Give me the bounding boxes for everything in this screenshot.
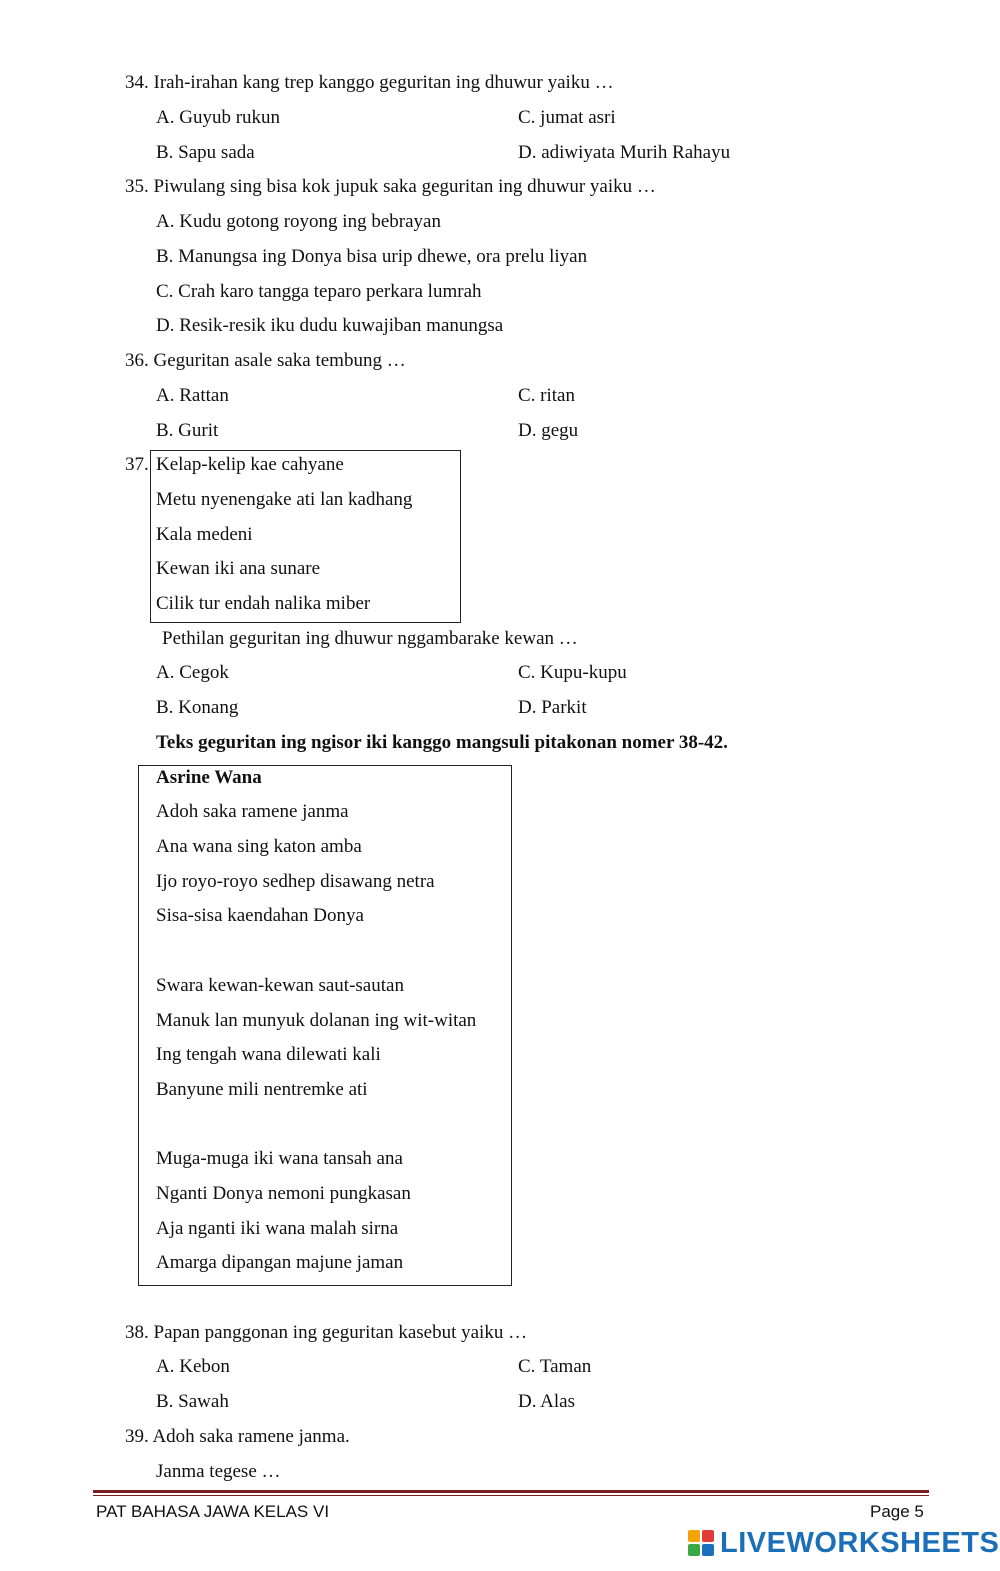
question-37-number: 37. — [125, 454, 149, 475]
option-37-b[interactable]: B. Konang — [156, 697, 239, 718]
poem-37-line: Kewan iki ana sunare — [156, 558, 321, 579]
option-35-c[interactable]: C. Crah karo tangga teparo perkara lumrah — [156, 281, 482, 302]
poem-37-line: Metu nyenengake ati lan kadhang — [156, 489, 413, 510]
passage-line: Adoh saka ramene janma — [156, 801, 349, 822]
page-number: Page 5 — [870, 1502, 924, 1521]
option-37-c[interactable]: C. Kupu-kupu — [518, 662, 627, 683]
passage-instruction: Teks geguritan ing ngisor iki kanggo mangsuli pitakonan nomer 38-42. — [156, 732, 728, 753]
option-36-a[interactable]: A. Rattan — [156, 385, 229, 406]
passage-line: Banyune mili nentremke ati — [156, 1079, 368, 1100]
passage-line: Amarga dipangan majune jaman — [156, 1252, 404, 1273]
footer-rule — [93, 1490, 929, 1493]
passage-line: Nganti Donya nemoni pungkasan — [156, 1183, 411, 1204]
option-34-c[interactable]: C. jumat asri — [518, 107, 616, 128]
footer-title: PAT BAHASA JAWA KELAS VI — [96, 1502, 330, 1521]
logo-text: LIVEWORKSHEETS — [720, 1526, 1000, 1559]
poem-37-line: Kelap-kelip kae cahyane — [156, 454, 344, 475]
question-39: 39. Adoh saka ramene janma. — [125, 1426, 350, 1447]
poem-37-line: Cilik tur endah nalika miber — [156, 593, 371, 614]
option-35-d[interactable]: D. Resik-resik iku dudu kuwajiban manungsa — [156, 315, 504, 336]
passage-line: Muga-muga iki wana tansah ana — [156, 1148, 403, 1169]
question-37: Pethilan geguritan ing dhuwur nggambarake kewan … — [162, 628, 578, 649]
passage-line: Swara kewan-kewan saut-sautan — [156, 975, 404, 996]
passage-line: Manuk lan munyuk dolanan ing wit-witan — [156, 1010, 477, 1031]
option-36-b[interactable]: B. Gurit — [156, 420, 219, 441]
question-39-sub: Janma tegese … — [156, 1461, 281, 1482]
question-35: 35. Piwulang sing bisa kok jupuk saka geguritan ing dhuwur yaiku … — [125, 176, 656, 197]
poem-37-line: Kala medeni — [156, 524, 253, 545]
option-34-a[interactable]: A. Guyub rukun — [156, 107, 281, 128]
passage-line: Ijo royo-royo sedhep disawang netra — [156, 871, 435, 892]
option-37-a[interactable]: A. Cegok — [156, 662, 229, 683]
question-36: 36. Geguritan asale saka tembung … — [125, 350, 406, 371]
option-38-b[interactable]: B. Sawah — [156, 1391, 229, 1412]
option-38-d[interactable]: D. Alas — [518, 1391, 575, 1412]
option-36-d[interactable]: D. gegu — [518, 420, 579, 441]
option-37-d[interactable]: D. Parkit — [518, 697, 587, 718]
option-34-b[interactable]: B. Sapu sada — [156, 142, 255, 163]
question-38: 38. Papan panggonan ing geguritan kasebut yaiku … — [125, 1322, 528, 1343]
liveworksheets-logo[interactable] — [688, 1526, 999, 1560]
footer-rule-thin — [93, 1495, 929, 1496]
passage-line: Ana wana sing katon amba — [156, 836, 362, 857]
logo-grid-icon — [688, 1530, 714, 1556]
option-35-a[interactable]: A. Kudu gotong royong ing bebrayan — [156, 211, 441, 232]
option-38-a[interactable]: A. Kebon — [156, 1356, 230, 1377]
passage-title: Asrine Wana — [156, 767, 262, 788]
passage-line: Ing tengah wana dilewati kali — [156, 1044, 381, 1065]
passage-line: Sisa-sisa kaendahan Donya — [156, 905, 364, 926]
question-34: 34. Irah-irahan kang trep kanggo geguritan ing dhuwur yaiku … — [125, 72, 614, 93]
option-38-c[interactable]: C. Taman — [518, 1356, 592, 1377]
passage-line: Aja nganti iki wana malah sirna — [156, 1218, 399, 1239]
option-35-b[interactable]: B. Manungsa ing Donya bisa urip dhewe, ora prelu liyan — [156, 246, 588, 267]
option-36-c[interactable]: C. ritan — [518, 385, 575, 406]
option-34-d[interactable]: D. adiwiyata Murih Rahayu — [518, 142, 731, 163]
